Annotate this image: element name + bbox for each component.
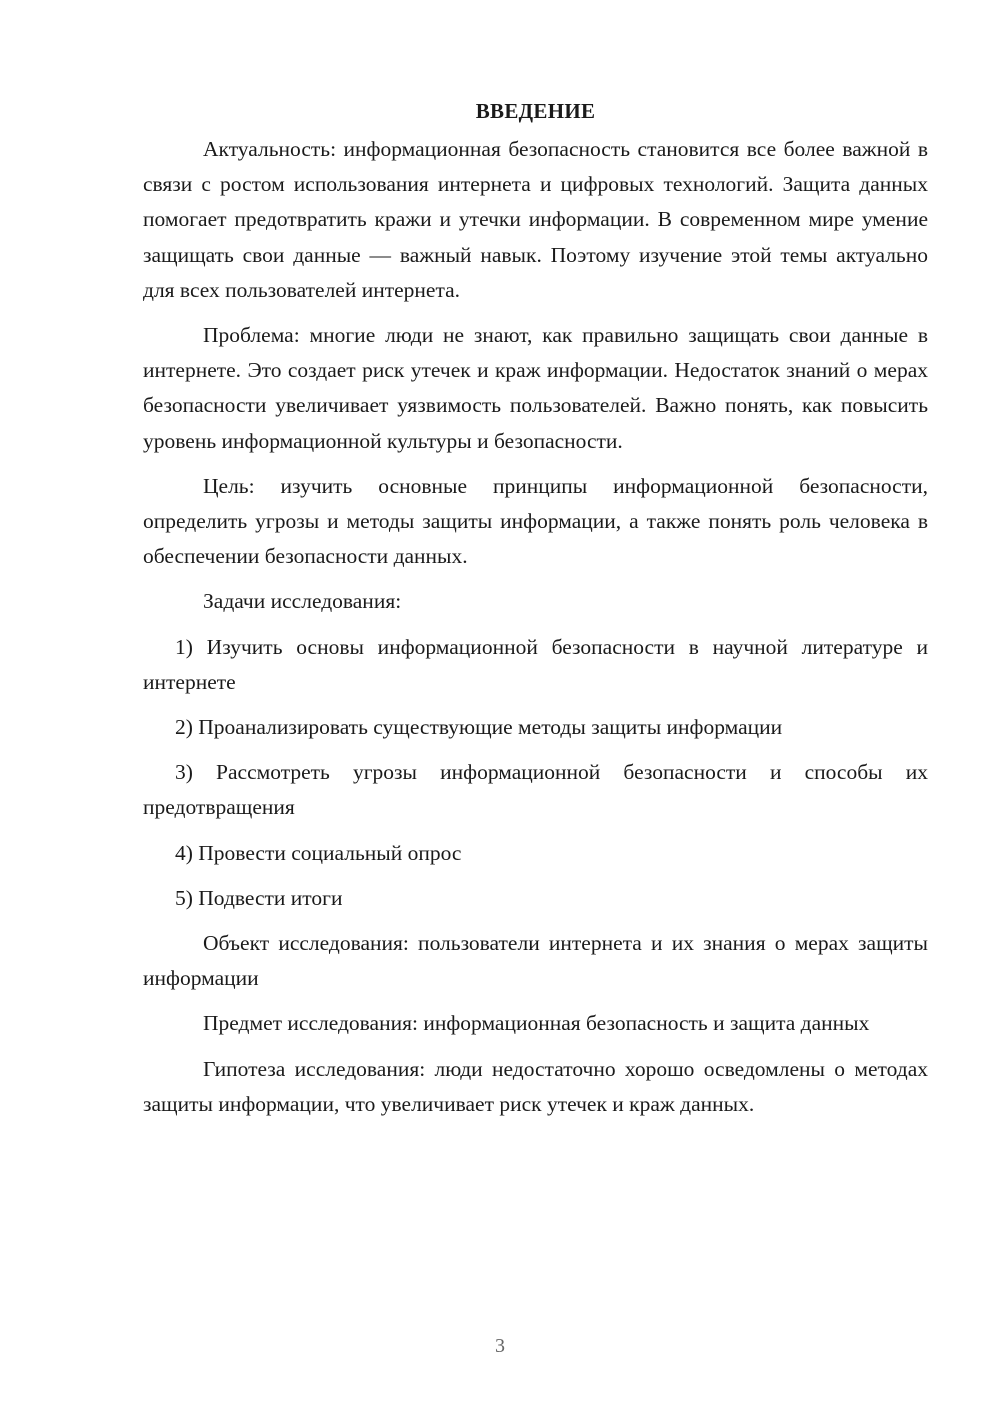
goal-paragraph: Цель: изучить основные принципы информационной безопасности, определить угрозы и методы защиты информации, а также понять роль человека в обеспечении безопасности данных. xyxy=(143,473,928,569)
problem-paragraph: Проблема: многие люди не знают, как правильно защищать свои данные в интернете. Это создает риск утечек и краж информации. Недостаток знаний о мерах безопасности увеличивает уязвимость пользователей. Важно понять, как повысить уровень информационной культуры и безопасности. xyxy=(143,323,928,453)
tasks-heading: Задачи исследования: xyxy=(203,589,402,614)
task-item-3: 3) Рассмотреть угрозы информационной безопасности и способы их предотвращения xyxy=(143,760,928,820)
object-paragraph: Объект исследования: пользователи интернета и их знания о мерах защиты информации xyxy=(143,931,928,991)
task-item-4: 4) Провести социальный опрос xyxy=(175,840,462,865)
task-item-5: 5) Подвести итоги xyxy=(175,885,343,910)
hypothesis-paragraph: Гипотеза исследования: люди недостаточно хорошо осведомлены о методах защиты информации, что увеличивает риск утечек и краж данных. xyxy=(143,1056,928,1116)
relevance-paragraph: Актуальность: информационная безопасность становится все более важной в связи с ростом использования интернета и цифровых технологий. Защита данных помогает предотвратить кражи и утечки информации. В современном мире умение защищать свои данные — важный навык. Поэтому изучение этой темы актуально для всех пользователей интернета. xyxy=(143,137,928,302)
page-number: 3 xyxy=(495,1335,505,1357)
task-item-2: 2) Проанализировать существующие методы защиты информации xyxy=(175,715,783,740)
subject-paragraph: Предмет исследования: информационная безопасность и защита данных xyxy=(203,1011,870,1036)
page-content xyxy=(143,98,928,1122)
section-title: ВВЕДЕНИЕ xyxy=(475,99,596,123)
task-item-1: 1) Изучить основы информационной безопасности в научной литературе и интернете xyxy=(143,634,928,694)
